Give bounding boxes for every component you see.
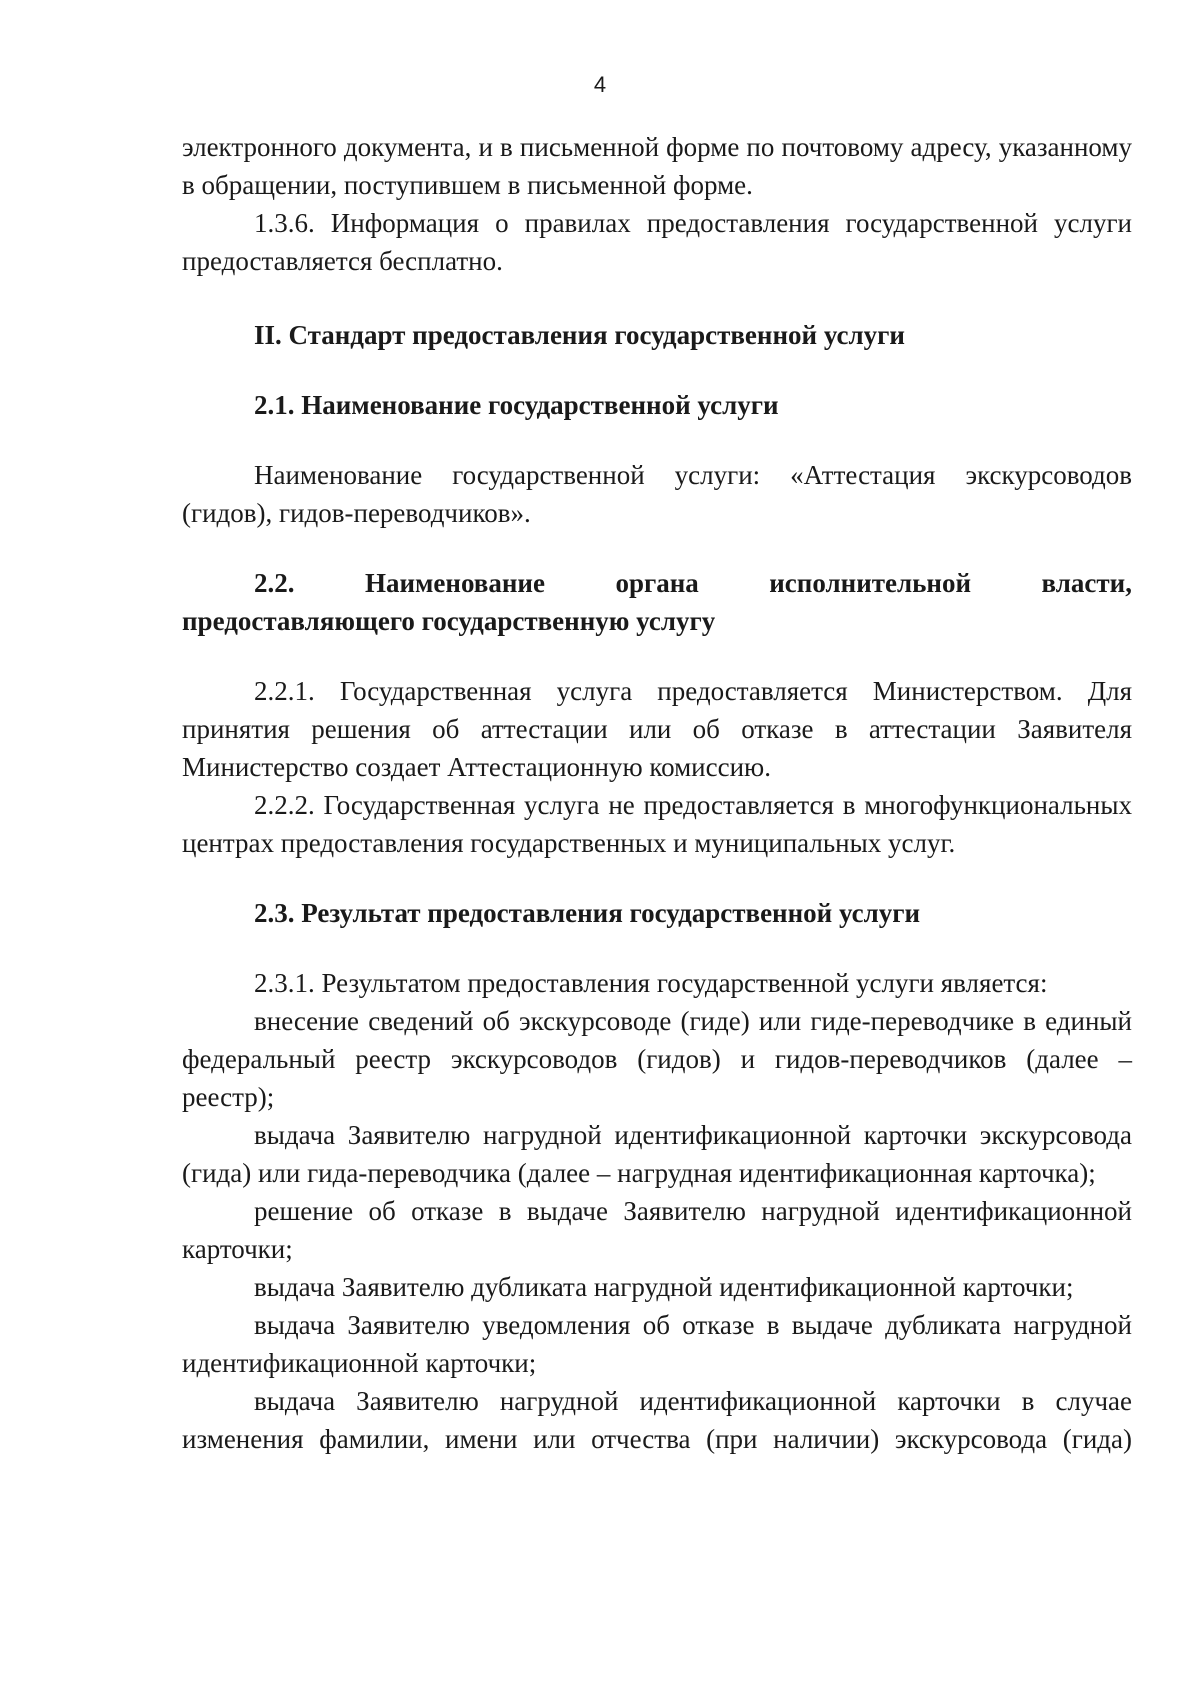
paragraph-continuation: электронного документа, и в письменной форме по почтовому адресу, указанному в обращении, поступившем в письменной форме. bbox=[182, 132, 1132, 200]
paragraph-2-2-1: 2.2.1. Государственная услуга предоставляется Министерством. Для принятия решения об аттестации или об отказе в аттестации Заявителя Министерство создает Аттестационную комиссию. bbox=[182, 676, 1132, 782]
paragraph-2-3-1: 2.3.1. Результатом предоставления государственной услуги является: bbox=[254, 968, 1048, 998]
result-item: решение об отказе в выдаче Заявителю нагрудной идентификационной карточки; bbox=[182, 1196, 1132, 1264]
result-item: выдача Заявителю дубликата нагрудной идентификационной карточки; bbox=[254, 1272, 1074, 1302]
heading-2-3: 2.3. Результат предоставления государственной услуги bbox=[254, 898, 921, 928]
heading-2-2-word: органа bbox=[615, 568, 699, 598]
result-item: выдача Заявителю нагрудной идентификационной карточки экскурсовода (гида) или гида-переводчика (далее – нагрудная идентификационная карточка); bbox=[182, 1120, 1132, 1188]
heading-2-2-line-1 bbox=[182, 564, 1132, 602]
heading-2-2-word: власти, bbox=[1041, 568, 1132, 598]
paragraph-2-1: Наименование государственной услуги: «Аттестация экскурсоводов (гидов), гидов-переводчиков». bbox=[182, 460, 1132, 528]
document-body bbox=[182, 128, 1132, 1458]
paragraph-2-2-2: 2.2.2. Государственная услуга не предоставляется в многофункциональных центрах предоставления государственных и муниципальных услуг. bbox=[182, 790, 1132, 858]
heading-2-2-line-2: предоставляющего государственную услугу bbox=[182, 606, 716, 636]
heading-2-2-word: 2.2. bbox=[254, 568, 295, 598]
page-number: 4 bbox=[593, 72, 607, 97]
heading-2-2-word: исполнительной bbox=[769, 568, 972, 598]
heading-2-1: 2.1. Наименование государственной услуги bbox=[254, 390, 779, 420]
paragraph-1-3-6: 1.3.6. Информация о правилах предоставления государственной услуги предоставляется бесплатно. bbox=[182, 208, 1132, 276]
result-item: выдача Заявителю нагрудной идентификационной карточки в случае изменения фамилии, имени или отчества (при наличии) экскурсовода (гида) bbox=[182, 1386, 1132, 1454]
section-heading-2: II. Стандарт предоставления государственной услуги bbox=[254, 320, 905, 350]
result-item: выдача Заявителю уведомления об отказе в выдаче дубликата нагрудной идентификационной карточки; bbox=[182, 1310, 1132, 1378]
heading-2-2-word: Наименование bbox=[364, 568, 545, 598]
result-item: внесение сведений об экскурсоводе (гиде) или гиде-переводчике в единый федеральный реестр экскурсоводов (гидов) и гидов-переводчиков (далее – реестр); bbox=[182, 1006, 1132, 1112]
